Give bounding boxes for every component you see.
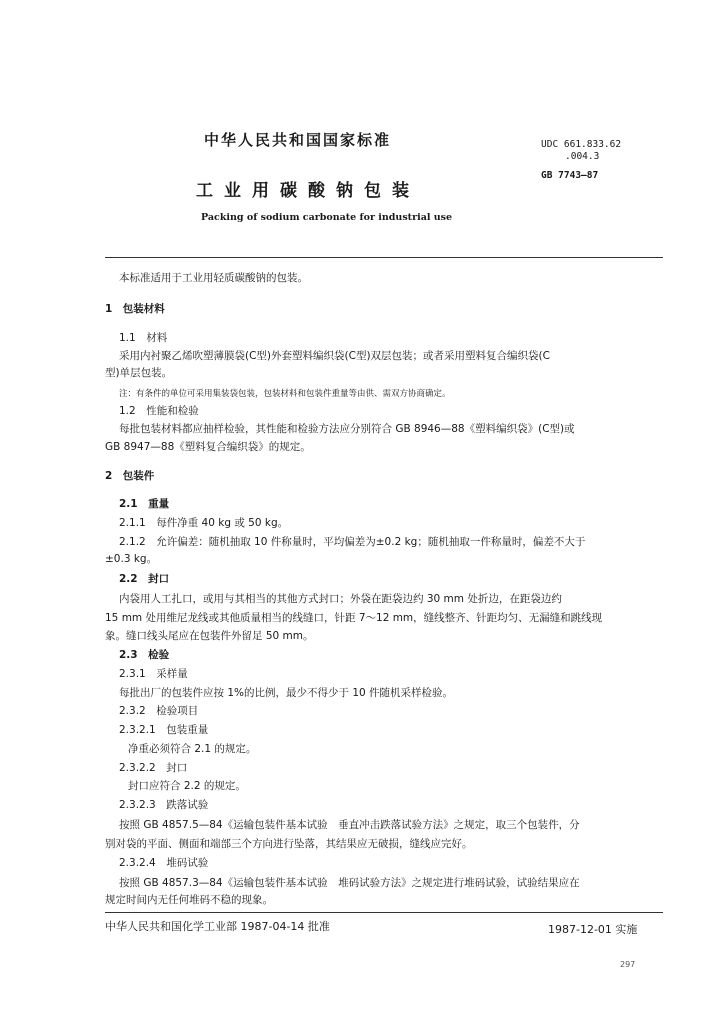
- intro-paragraph: 本标准适用于工业用轻质碳酸钠的包装。: [119, 272, 308, 284]
- section-1-2-text: 每批包装材料都应抽样检验，其性能和检验方法应分别符合 GB 8946—88《塑料编织袋》(C型)或: [119, 423, 575, 435]
- section-1-1-note: 注：有条件的单位可采用集装袋包装，包装材料和包装件重量等由供、需双方协商确定。: [119, 389, 451, 399]
- section-1-2-heading: 1.2 性能和检验: [119, 405, 199, 417]
- section-2-3-2-3-text: 按照 GB 4857.5—84《运输包装件基本试验 垂直冲击跌落试验方法》之规定，取三个包装件，分: [119, 819, 580, 831]
- udc-code-continued: .004.3: [565, 151, 600, 162]
- udc-code: UDC 661.833.62: [541, 139, 622, 150]
- section-1-1-heading: 1.1 材料: [119, 332, 168, 344]
- section-2-1-1-text: 2.1.1 每件净重 40 kg 或 50 kg。: [119, 517, 289, 529]
- section-2-3-2-4-heading: 2.3.2.4 堆码试验: [119, 857, 209, 869]
- section-1-1-text: 采用内衬聚乙烯吹塑薄膜袋(C型)外套塑料编织袋(C型)双层包装；或者采用塑料复合编织袋(C: [119, 350, 550, 362]
- section-2-3-2-1-heading: 2.3.2.1 包装重量: [119, 724, 209, 736]
- section-1-1-text-cont: 型)单层包装。: [105, 367, 173, 379]
- section-2-3-2-4-text: 按照 GB 4857.3—84《运输包装件基本试验 堆码试验方法》之规定进行堆码试验，试验结果应在: [119, 877, 580, 889]
- document-title: 工业用碳酸钠包装: [196, 181, 420, 201]
- section-2-1-2-text: 2.1.2 允许偏差：随机抽取 10 件称量时，平均偏差为±0.2 kg；随机抽取一件称量时，偏差不大于: [119, 536, 586, 548]
- implementation-date: 1987-12-01 实施: [548, 923, 638, 936]
- section-2-3-2-3-heading: 2.3.2.3 跌落试验: [119, 799, 209, 811]
- gb-number: GB 7743—87: [541, 170, 599, 181]
- section-2-3-2-1-text: 净重必须符合 2.1 的规定。: [128, 743, 257, 755]
- section-2-3-2-heading: 2.3.2 检验项目: [119, 705, 199, 717]
- standard-header: 中华人民共和国国家标准: [204, 131, 392, 149]
- section-2-2-text-end: 象。缝口线头尾应在包装件外留足 50 mm。: [105, 630, 314, 642]
- section-2-3-1-text: 每批出厂的包装件应按 1%的比例，最少不得少于 10 件随机采样检验。: [119, 687, 454, 699]
- section-2-2-heading: 2.2 封口: [119, 573, 170, 585]
- page-number: 297: [620, 960, 636, 969]
- section-2-1-2-text-cont: ±0.3 kg。: [105, 553, 158, 565]
- section-2-1-heading: 2.1 重量: [119, 498, 170, 510]
- section-2-3-1-heading: 2.3.1 采样量: [119, 668, 188, 680]
- section-2-3-2-2-text: 封口应符合 2.2 的规定。: [128, 780, 246, 792]
- section-2-heading: 2 包装件: [105, 470, 155, 482]
- section-2-3-2-3-text-cont: 别对袋的平面、侧面和端部三个方向进行坠落，其结果应无破损，缝线应完好。: [105, 838, 473, 850]
- header-divider: [105, 257, 663, 258]
- section-1-heading: 1 包装材料: [105, 303, 165, 315]
- section-2-3-2-4-text-cont: 规定时间内无任何堆码不稳的现象。: [105, 894, 273, 906]
- section-2-2-text-cont: 15 mm 处用维尼龙线或其他质量相当的线缝口，针距 7～12 mm，缝线整齐、针距均匀、无漏缝和跳线现: [105, 612, 603, 624]
- section-2-2-text: 内袋用人工扎口，或用与其相当的其他方式封口；外袋在距袋边约 30 mm 处折边，在距袋边约: [119, 593, 562, 605]
- document-title-english: Packing of sodium carbonate for industrial use: [201, 212, 453, 223]
- section-2-3-2-2-heading: 2.3.2.2 封口: [119, 762, 188, 774]
- approval-line: 中华人民共和国化学工业部 1987-04-14 批准: [105, 920, 330, 933]
- section-2-3-heading: 2.3 检验: [119, 649, 170, 661]
- section-1-2-text-cont: GB 8947—88《塑料复合编织袋》的规定。: [105, 441, 311, 453]
- footer-divider: [105, 912, 663, 913]
